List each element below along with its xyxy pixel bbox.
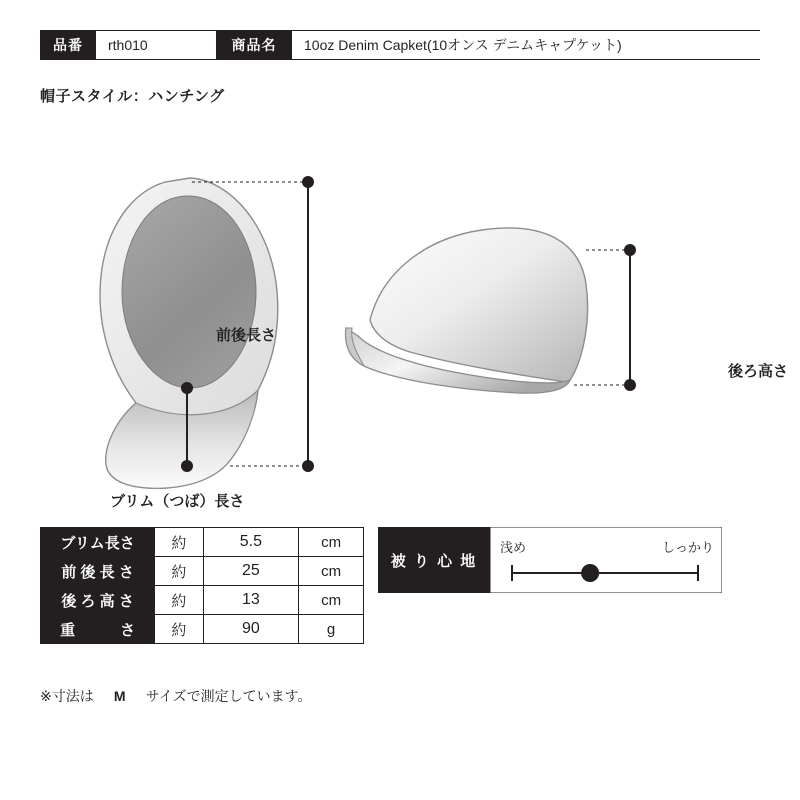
spec-unit: cm xyxy=(299,557,364,586)
fit-gauge-scale xyxy=(490,527,722,593)
syohin-value: 10oz Denim Capket(10オンス デニムキャプケット) xyxy=(304,37,622,53)
note-prefix: ※寸法は xyxy=(40,688,94,704)
fit-gauge-label: 被 り 心 地 xyxy=(378,527,490,593)
measure-endpoint-dot xyxy=(302,176,314,188)
spec-unit: cm xyxy=(299,528,364,557)
spec-value: 25 xyxy=(203,557,299,586)
measurement-note xyxy=(40,686,312,706)
spec-value: 90 xyxy=(203,615,299,644)
diagram-area xyxy=(0,120,800,520)
note-suffix: サイズで測定しています。 xyxy=(145,688,312,704)
measure-endpoint-dot xyxy=(302,460,314,472)
measure-endpoint-dot xyxy=(181,382,193,394)
product-header xyxy=(40,30,760,60)
hinban-value: rth010 xyxy=(108,37,148,53)
table-row xyxy=(41,557,364,586)
measure-endpoint-dot xyxy=(624,379,636,391)
spec-name: 後 ろ 高 さ xyxy=(41,586,155,615)
spec-name: 重 さ xyxy=(41,615,155,644)
fit-gauge-marker xyxy=(581,564,599,582)
annotation-back-height: 後ろ高さ xyxy=(728,363,789,380)
spec-value: 13 xyxy=(203,586,299,615)
fit-gauge xyxy=(378,527,722,593)
spec-unit: g xyxy=(299,615,364,644)
table-row xyxy=(41,528,364,557)
hat-style-line: 帽子スタイル：ハンチング xyxy=(40,88,225,105)
spec-table xyxy=(40,527,364,644)
spec-approx: 約 xyxy=(155,615,203,644)
measure-endpoint-dot xyxy=(624,244,636,256)
note-size: M xyxy=(113,688,126,704)
table-row xyxy=(41,586,364,615)
spec-approx: 約 xyxy=(155,528,203,557)
spec-name: 前 後 長 さ xyxy=(41,557,155,586)
hat-side-view-illustration xyxy=(330,180,760,480)
spec-approx: 約 xyxy=(155,586,203,615)
hat-top-view xyxy=(70,160,320,510)
measure-endpoint-dot xyxy=(181,460,193,472)
hinban-label: 品番 xyxy=(40,31,96,59)
hat-side-view xyxy=(330,180,789,480)
annotation-front-back-length: 前後長さ xyxy=(216,327,277,344)
table-row xyxy=(41,615,364,644)
fit-gauge-left-label: 浅め xyxy=(500,540,527,555)
spec-name: ブリム長さ xyxy=(41,528,155,557)
spec-value: 5.5 xyxy=(203,528,299,557)
spec-approx: 約 xyxy=(155,557,203,586)
fit-gauge-right-label: しっかり xyxy=(661,540,714,555)
spec-unit: cm xyxy=(299,586,364,615)
annotation-brim-length: ブリム（つば）長さ xyxy=(110,493,245,510)
hat-top-view-illustration xyxy=(70,160,320,490)
product-header-row xyxy=(40,30,760,60)
syohin-label: 商品名 xyxy=(216,31,292,59)
